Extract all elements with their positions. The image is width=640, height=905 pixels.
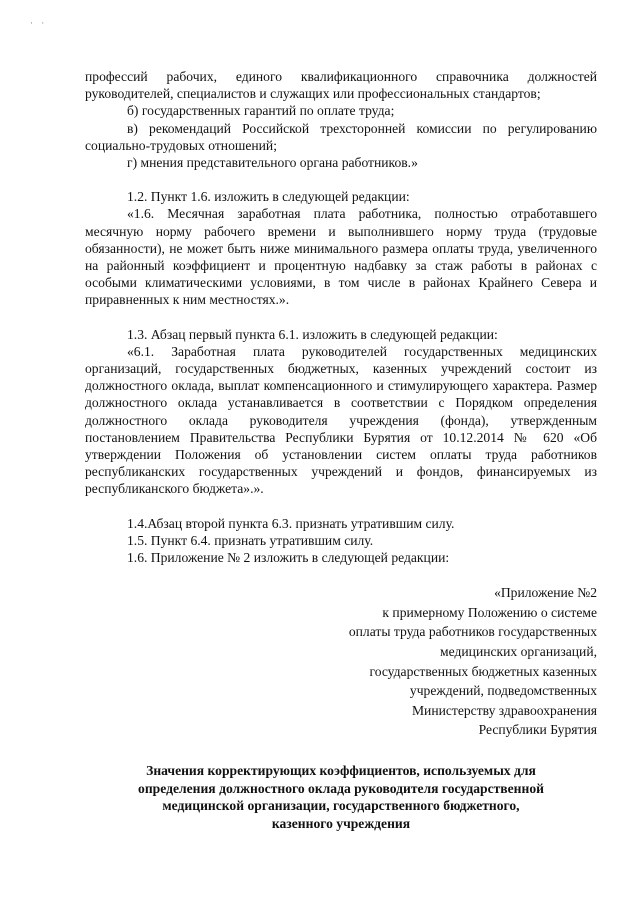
paragraph-professions: профессий рабочих, единого квалификационного справочника должностей руководителей, специалистов и служащих или профессиональных стандартов; [85, 69, 597, 102]
title-line: медицинской организации, государственного бюджетного, [162, 798, 520, 814]
paragraph-recommendations: в) рекомендаций Российской трехсторонней комиссии по регулированию социально-трудовых отношений; [85, 120, 597, 153]
spacer [85, 309, 597, 326]
table-title [85, 762, 597, 832]
appendix-line: учреждений, подведомственных [409, 683, 597, 699]
title-line: определения должностного оклада руководителя государственной [138, 780, 544, 796]
appendix-header [85, 583, 597, 740]
section-1-3-text: «6.1. Заработная плата руководителей государственных медицинских организаций, государственных бюджетных, казенных учреждений состоит из должностного оклада, выплат компенсационного и стимулирующего характера. Размер должностного оклада устанавливается в соответствии с Порядком определения должностного оклада руководителя учреждения (фонда), утвержденным постановлением Правительства Республики Бурятия от 10.12.2014 № 620 «Об утверждении Положения об установлении систем оплаты труда работников республиканских государственных учреждений и фондов, финансируемых из республиканского бюджета».». [85, 343, 597, 497]
item-1-5: 1.5. Пункт 6.4. признать утратившим силу. [127, 532, 374, 548]
appendix-line: медицинских организаций, [440, 644, 597, 660]
title-line: Значения корректирующих коэффициентов, используемых для [146, 763, 536, 779]
section-1-2-text: «1.6. Месячная заработная плата работника, полностью отработавшего месячную норму рабочего времени и выполнившего норму труда (трудовые обязанности), не может быть ниже минимального размера оплаты труда, увеличенного на районный коэффициент и процентную надбавку за стаж работы в районах с особыми климатическими условиями, в том числе в районах Крайнего Севера и приравненных к ним местностях.». [85, 206, 597, 308]
appendix-line: оплаты труда работников государственных [348, 624, 597, 640]
spacer [85, 566, 597, 583]
appendix-line: к примерному Положению о системе [382, 604, 597, 620]
item-1-6: 1.6. Приложение № 2 изложить в следующей редакции: [127, 550, 450, 566]
spacer [85, 171, 597, 188]
spacer [85, 498, 597, 515]
section-1-3-heading: 1.3. Абзац первый пункта 6.1. изложить в следующей редакции: [127, 326, 498, 342]
item-1-4: 1.4.Абзац второй пункта 6.3. признать утратившим силу. [127, 515, 455, 531]
paragraph-opinion: г) мнения представительного органа работников.» [127, 155, 418, 171]
paragraph-guarantees: б) государственных гарантий по оплате труда; [127, 103, 395, 119]
appendix-line: Республики Бурятия [478, 722, 597, 738]
section-1-2-heading: 1.2. Пункт 1.6. изложить в следующей редакции: [127, 189, 410, 205]
appendix-line: Министерству здравоохранения [411, 702, 597, 718]
appendix-line: «Приложение №2 [494, 585, 597, 601]
corner-mark: · · [30, 18, 48, 28]
document-page [85, 68, 597, 832]
appendix-line: государственных бюджетных казенных [369, 663, 597, 679]
title-line: казенного учреждения [271, 815, 411, 831]
